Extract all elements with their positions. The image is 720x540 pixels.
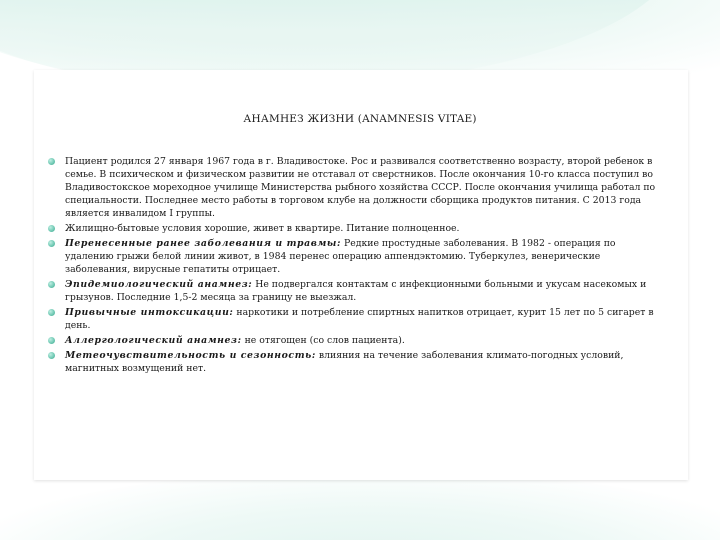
item-text: не отягощен (со слов пациента). [241, 335, 405, 346]
list-item [45, 334, 665, 347]
list-item [45, 349, 665, 375]
list-item [45, 237, 665, 276]
item-label: Аллергологический анамнез: [65, 335, 242, 346]
anamnesis-list [45, 155, 665, 377]
list-item [45, 278, 665, 304]
item-label: Привычные интоксикации: [65, 307, 234, 318]
item-text: влияния на течение заболевания климато-погодных условий, магнитных возмущений нет. [65, 350, 624, 374]
bullet-icon [48, 337, 55, 344]
item-text: Пациент родился 27 января 1967 года в г. Владивостоке. Рос и развивался соответственно возрасту, второй ребенок в семье. В психическом и физическом развитии не отставал от сверстников. После окончания 10-го класса поступил во Владивостокское мореходное училище Министерства рыбного хозяйства СССР. После окончания училища работал по специальности. Последнее место работы в торговом клубе на должности сборщика продуктов питания. С 2013 года является инвалидом I группы. [65, 156, 656, 219]
bullet-icon [48, 240, 55, 247]
bullet-icon [48, 352, 55, 359]
bottom-wave-decoration [0, 470, 720, 540]
bullet-icon [48, 225, 55, 232]
item-text: Не подвергался контактам с инфекционными больными и укусам насекомых и грызунов. Последние 1,5-2 месяца за границу не выезжал. [65, 279, 647, 303]
list-item [45, 222, 665, 235]
bullet-icon [48, 158, 55, 165]
item-text: наркотики и потребление спиртных напитков отрицает, курит 15 лет по 5 сигарет в день. [65, 307, 654, 331]
item-label: Перенесенные ранее заболевания и травмы: [65, 238, 342, 249]
slide-title: АНАМНЕЗ ЖИЗНИ (ANAMNESIS VITAE) [243, 113, 477, 125]
item-text: Редкие простудные заболевания. В 1982 - операция по удалению грыжи белой линии живот, в 1984 перенес операцию аппендэктомию. Туберкулез, венерические заболевания, вирусные гепатиты отрицает. [65, 238, 616, 275]
list-item [45, 306, 665, 332]
item-text: Жилищно-бытовые условия хорошие, живет в квартире. Питание полноценное. [65, 223, 460, 234]
item-label: Метеочувствительность и сезонность: [65, 350, 316, 361]
list-item [45, 155, 665, 220]
bullet-icon [48, 281, 55, 288]
item-label: Эпидемиологический анамнез: [65, 279, 253, 290]
bullet-icon [48, 309, 55, 316]
